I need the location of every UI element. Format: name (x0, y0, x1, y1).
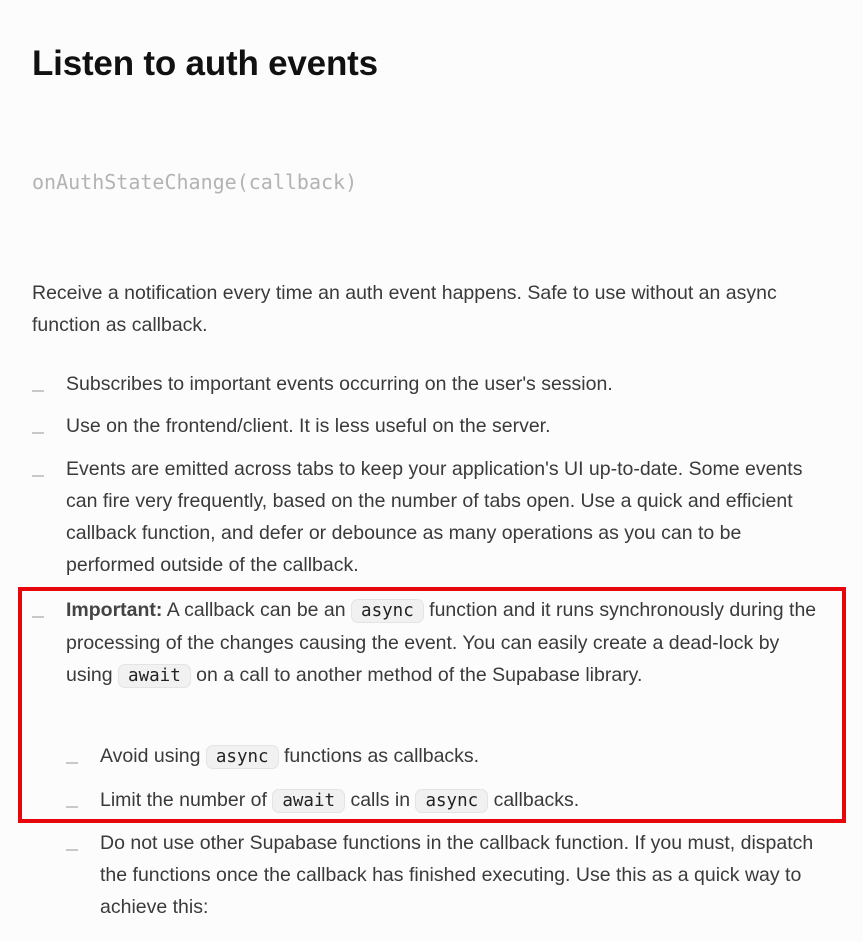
inline-code: async (415, 789, 488, 813)
inline-code: async (351, 599, 424, 623)
bullet-dash (32, 390, 44, 392)
list-item: Events are emitted across tabs to keep your application's UI up-to-date. Some events can fire very frequently, based on the number of tabs open. Use a quick and efficient callback function, and defer or debounce as many operations as you can to be performed outside of the callback. (66, 453, 826, 581)
intro-paragraph: Receive a notification every time an auth event happens. Safe to use without an async function as callback. (32, 282, 777, 336)
sub-list-item: Avoid using async functions as callbacks. (100, 740, 830, 773)
inline-code: await (272, 789, 345, 813)
inline-code: async (206, 745, 279, 769)
list-item-important: Important: A callback can be an async function and it runs synchronously during the processing of the changes causing the event. You can easily create a dead-lock by using await on a call to another method of the Supabase library. (66, 594, 831, 692)
bullet-dash (32, 475, 44, 477)
bullet-dash (66, 849, 78, 851)
list-item: Subscribes to important events occurring on the user's session. (66, 368, 836, 400)
sub-list-item: Do not use other Supabase functions in the callback function. If you must, dispatch the functions once the callback has finished executing. Use this as a quick way to achieve this: (100, 827, 820, 923)
method-signature: onAuthStateChange(callback) (32, 170, 358, 194)
list-item: Use on the frontend/client. It is less useful on the server. (66, 410, 836, 442)
page-title: Listen to auth events (32, 44, 378, 83)
highlight-box (18, 587, 846, 823)
important-label: Important: (66, 599, 163, 621)
inline-code: await (118, 664, 191, 688)
sub-list-item: Limit the number of await calls in async callbacks. (100, 784, 830, 817)
bullet-dash (32, 432, 44, 434)
